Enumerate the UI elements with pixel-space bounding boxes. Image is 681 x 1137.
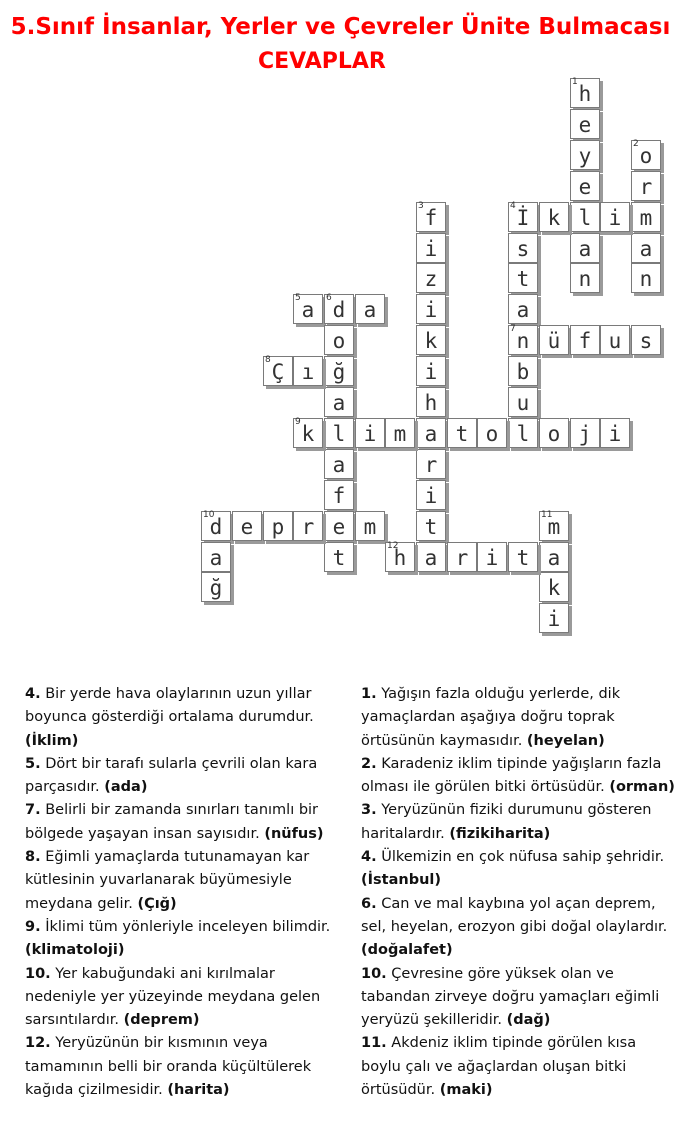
cell-letter: n xyxy=(639,267,653,291)
clue-answer: (klimatoloji) xyxy=(25,942,125,959)
cell-letter: o xyxy=(485,422,499,446)
cell-letter: r xyxy=(639,175,653,199)
grid-cell xyxy=(570,202,600,232)
clue-item xyxy=(361,963,676,1033)
clue-number: 8 xyxy=(265,355,271,365)
grid-cell xyxy=(416,202,446,232)
cell-letter: d xyxy=(209,515,223,539)
grid-cell xyxy=(570,325,600,355)
clue-num: 12. xyxy=(25,1035,51,1052)
clue-answer: (fizikiharita) xyxy=(449,825,551,842)
grid-cell xyxy=(324,356,354,386)
grid-cell xyxy=(324,387,354,417)
clue-answer: (heyelan) xyxy=(526,732,605,749)
cell-letter: i xyxy=(547,607,561,631)
cell-letter: h xyxy=(393,546,407,570)
cell-letter: d xyxy=(332,298,346,322)
grid-cell xyxy=(631,140,661,170)
cell-letter: i xyxy=(424,298,438,322)
grid-cell xyxy=(477,418,507,448)
cell-letter: h xyxy=(578,82,592,106)
cell-letter: r xyxy=(424,453,438,477)
clue-item xyxy=(25,846,345,916)
grid-cell xyxy=(508,294,538,324)
clue-number: 1 xyxy=(572,77,578,87)
grid-cell xyxy=(355,511,385,541)
cell-letter: k xyxy=(424,329,438,353)
clue-text: Karadeniz iklim tipinde yağışların fazla olması ile görülen bitki örtüsüdür. xyxy=(361,755,662,796)
grid-cell xyxy=(508,202,538,232)
cell-letter: i xyxy=(485,546,499,570)
cell-letter: s xyxy=(516,237,530,261)
cell-letter: y xyxy=(578,144,592,168)
clues-down xyxy=(361,683,676,1102)
cell-letter: a xyxy=(516,298,530,322)
cell-letter: f xyxy=(424,206,438,230)
clue-item xyxy=(25,683,345,753)
cell-letter: m xyxy=(363,515,377,539)
grid-cell xyxy=(416,294,446,324)
grid-cell xyxy=(201,511,231,541)
clue-number: 12 xyxy=(387,541,399,551)
grid-cell xyxy=(416,480,446,510)
page-title: 5.Sınıf İnsanlar, Yerler ve Çevreler Ünite Bulmacası xyxy=(10,14,671,40)
cell-letter: f xyxy=(332,484,346,508)
grid-cell xyxy=(570,109,600,139)
grid-cell xyxy=(447,542,477,572)
cell-letter: n xyxy=(578,267,592,291)
clue-num: 4. xyxy=(361,849,377,866)
cell-letter: a xyxy=(363,298,377,322)
clue-number: 11 xyxy=(541,510,553,520)
cell-letter: a xyxy=(301,298,315,322)
grid-cell xyxy=(416,325,446,355)
cell-letter: a xyxy=(547,546,561,570)
grid-cell xyxy=(355,294,385,324)
cell-letter: e xyxy=(240,515,254,539)
grid-cell xyxy=(324,511,354,541)
cell-letter: l xyxy=(332,422,346,446)
cell-letter: e xyxy=(578,175,592,199)
cell-letter: ğ xyxy=(332,360,346,384)
clue-item xyxy=(361,1032,676,1102)
grid-cell xyxy=(263,356,293,386)
cell-letter: z xyxy=(424,267,438,291)
clue-answer: (deprem) xyxy=(123,1012,200,1029)
clue-num: 6. xyxy=(361,895,377,912)
cell-letter: s xyxy=(639,329,653,353)
cell-letter: u xyxy=(516,391,530,415)
clue-num: 10. xyxy=(361,965,387,982)
clue-item xyxy=(25,1032,345,1102)
cell-letter: e xyxy=(578,113,592,137)
clue-item xyxy=(25,916,345,963)
grid-cell xyxy=(293,356,323,386)
cell-letter: Ç xyxy=(271,360,285,384)
cell-letter: o xyxy=(332,329,346,353)
grid-cell xyxy=(539,542,569,572)
clue-num: 5. xyxy=(25,755,41,772)
clue-number: 10 xyxy=(203,510,215,520)
grid-cell xyxy=(631,325,661,355)
grid-cell xyxy=(416,233,446,263)
cell-letter: r xyxy=(301,515,315,539)
clue-answer: (maki) xyxy=(439,1082,493,1099)
clue-num: 1. xyxy=(361,686,377,702)
cell-letter: a xyxy=(639,237,653,261)
grid-cell xyxy=(539,572,569,602)
grid-cell xyxy=(508,325,538,355)
clue-text: Çevresine göre yüksek olan ve tabandan zirveye doğru yamaçları eğimli yeryüzü şekilleridir. xyxy=(361,965,660,1029)
clue-text: Can ve mal kaybına yol açan deprem, sel, heyelan, erozyon gibi doğal olaylardır. xyxy=(361,895,668,935)
clue-text: Belirli bir zamanda sınırları tanımlı bir bölgede yaşayan insan sayısıdır. xyxy=(25,802,319,842)
cell-letter: t xyxy=(424,515,438,539)
clue-item xyxy=(361,753,676,800)
cell-letter: b xyxy=(516,360,530,384)
grid-cell xyxy=(232,511,262,541)
grid-cell xyxy=(508,356,538,386)
clue-number: 2 xyxy=(633,139,639,149)
cell-letter: e xyxy=(332,515,346,539)
grid-cell xyxy=(324,294,354,324)
clue-item xyxy=(25,963,345,1033)
clue-item xyxy=(361,893,676,963)
cell-letter: n xyxy=(516,329,530,353)
grid-cell xyxy=(324,418,354,448)
cell-letter: ı xyxy=(301,360,315,384)
cell-letter: t xyxy=(455,422,469,446)
grid-cell xyxy=(416,356,446,386)
grid-cell xyxy=(600,202,630,232)
cell-letter: r xyxy=(455,546,469,570)
clue-text: Eğimli yamaçlarda tutunamayan kar kütlesinin yuvarlanarak büyümesiyle meydana gelir. xyxy=(25,849,310,912)
cell-letter: o xyxy=(639,144,653,168)
clue-item xyxy=(25,753,345,800)
clue-answer: (Çığ) xyxy=(137,895,177,912)
cell-letter: l xyxy=(516,422,530,446)
grid-cell xyxy=(508,418,538,448)
clue-text: İklimi tüm yönleriyle inceleyen bilimdir. xyxy=(40,918,331,935)
clue-text: Yeryüzünün bir kısmının veya tamamının belli bir oranda küçültülerek kağıda çizilmesidir. xyxy=(25,1035,312,1099)
grid-cell xyxy=(508,542,538,572)
clue-text: Yağışın fazla olduğu yerlerde, dik yamaçlardan aşağıya doğru toprak örtüsünün kaymasıdır. xyxy=(361,686,621,749)
cell-letter: t xyxy=(516,546,530,570)
cell-letter: ğ xyxy=(209,576,223,600)
cell-letter: a xyxy=(332,391,346,415)
cell-letter: k xyxy=(547,206,561,230)
grid-cell xyxy=(539,511,569,541)
cell-letter: i xyxy=(608,422,622,446)
cell-letter: t xyxy=(516,267,530,291)
grid-cell xyxy=(416,511,446,541)
cell-letter: i xyxy=(608,206,622,230)
grid-cell xyxy=(508,233,538,263)
cell-letter: p xyxy=(271,515,285,539)
grid-cell xyxy=(416,449,446,479)
clue-item xyxy=(361,683,676,753)
grid-cell xyxy=(447,418,477,448)
grid-cell xyxy=(385,542,415,572)
clue-answer: (doğalafet) xyxy=(361,942,453,959)
cell-letter: m xyxy=(547,515,561,539)
cell-letter: a xyxy=(209,546,223,570)
grid-cell xyxy=(293,511,323,541)
grid-cell xyxy=(600,418,630,448)
clue-num: 3. xyxy=(361,802,377,819)
grid-cell xyxy=(324,542,354,572)
clue-text: Ülkemizin en çok nüfusa sahip şehridir. xyxy=(376,849,665,866)
grid-cell xyxy=(416,418,446,448)
clue-answer: (nüfus) xyxy=(264,825,324,842)
cell-letter: İ xyxy=(516,206,530,230)
clue-num: 8. xyxy=(25,849,41,866)
grid-cell xyxy=(324,480,354,510)
grid-cell xyxy=(570,233,600,263)
cell-letter: i xyxy=(424,237,438,261)
cell-letter: k xyxy=(301,422,315,446)
grid-cell xyxy=(416,263,446,293)
clue-item xyxy=(361,846,676,893)
cell-letter: j xyxy=(578,422,592,446)
clue-text: Dört bir tarafı sularla çevrili olan kara parçasıdır. xyxy=(25,755,318,796)
clue-num: 11. xyxy=(361,1035,387,1052)
grid-cell xyxy=(201,572,231,602)
clue-answer: (ada) xyxy=(104,779,148,796)
grid-cell xyxy=(631,263,661,293)
clue-answer: (İklim) xyxy=(25,732,79,749)
cell-letter: a xyxy=(578,237,592,261)
clue-answer: (İstanbul) xyxy=(361,872,441,889)
cell-letter: k xyxy=(547,576,561,600)
clue-number: 6 xyxy=(326,293,332,303)
grid-cell xyxy=(539,202,569,232)
cell-letter: i xyxy=(363,422,377,446)
grid-cell xyxy=(570,263,600,293)
clue-number: 3 xyxy=(418,201,424,211)
clue-answer: (dağ) xyxy=(506,1012,551,1029)
cell-letter: o xyxy=(547,422,561,446)
page-subtitle: CEVAPLAR xyxy=(258,49,386,74)
cell-letter: t xyxy=(332,546,346,570)
clue-number: 4 xyxy=(510,201,516,211)
clue-answer: (harita) xyxy=(167,1082,230,1099)
grid-cell xyxy=(355,418,385,448)
grid-cell xyxy=(293,294,323,324)
grid-cell xyxy=(508,263,538,293)
clue-text: Yeryüzünün fiziki durumunu gösteren haritalardır. xyxy=(361,802,652,842)
grid-cell xyxy=(293,418,323,448)
cell-letter: f xyxy=(578,329,592,353)
cell-letter: l xyxy=(578,206,592,230)
cell-letter: a xyxy=(332,453,346,477)
grid-cell xyxy=(477,542,507,572)
cell-letter: m xyxy=(393,422,407,446)
grid-cell xyxy=(631,233,661,263)
cell-letter: u xyxy=(608,329,622,353)
grid-cell xyxy=(600,325,630,355)
clue-num: 9. xyxy=(25,918,41,935)
clue-item xyxy=(361,799,676,846)
grid-cell xyxy=(201,542,231,572)
grid-cell xyxy=(416,387,446,417)
grid-cell xyxy=(539,418,569,448)
grid-cell xyxy=(263,511,293,541)
grid-cell xyxy=(416,542,446,572)
grid-cell xyxy=(539,325,569,355)
grid-cell xyxy=(324,449,354,479)
cell-letter: i xyxy=(424,360,438,384)
clue-number: 7 xyxy=(510,324,516,334)
cell-letter: m xyxy=(639,206,653,230)
cell-letter: a xyxy=(424,546,438,570)
clue-text: Yer kabuğundaki ani kırılmalar nedeniyle yer yüzeyinde meydana gelen sarsıntılardır. xyxy=(25,965,321,1029)
clue-num: 2. xyxy=(361,755,377,772)
grid-cell xyxy=(631,202,661,232)
clue-number: 9 xyxy=(295,417,301,427)
grid-cell xyxy=(385,418,415,448)
grid-cell xyxy=(570,140,600,170)
clue-item xyxy=(25,799,345,846)
clue-answer: (orman) xyxy=(609,779,675,796)
grid-cell xyxy=(570,418,600,448)
grid-cell xyxy=(570,171,600,201)
cell-letter: ü xyxy=(547,329,561,353)
clue-num: 7. xyxy=(25,802,41,819)
grid-cell xyxy=(631,171,661,201)
grid-cell xyxy=(539,603,569,633)
grid-cell xyxy=(324,325,354,355)
clue-text: Akdeniz iklim tipinde görülen kısa boylu çalı ve ağaçlardan oluşan bitki örtüsüdür. xyxy=(361,1035,637,1099)
clue-text: Bir yerde hava olaylarının uzun yıllar boyunca gösterdiği ortalama durumdur. xyxy=(25,686,314,726)
grid-cell xyxy=(508,387,538,417)
clue-num: 4. xyxy=(25,686,41,702)
cell-letter: h xyxy=(424,391,438,415)
cell-letter: i xyxy=(424,484,438,508)
cell-letter: a xyxy=(424,422,438,446)
clues-across xyxy=(25,683,345,1102)
grid-cell xyxy=(570,78,600,108)
clue-number: 5 xyxy=(295,293,301,303)
clue-num: 10. xyxy=(25,965,51,982)
